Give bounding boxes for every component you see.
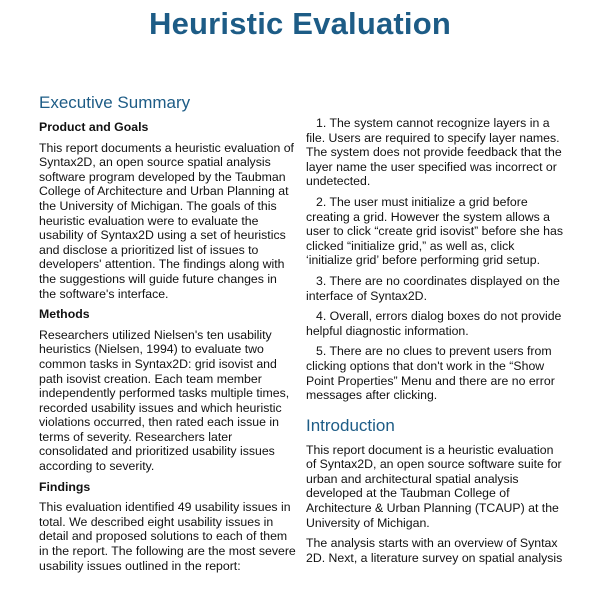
findings-text: This evaluation identified 49 usability issues in total. We described eight usability issues in detail and proposed solutions to each of them in the report. The following are the most severe usability issues outlined in the report: xyxy=(39,500,296,573)
left-column xyxy=(39,92,297,579)
issue-item-3: 3. There are no coordinates displayed on the interface of Syntax2D. xyxy=(306,273,560,303)
methods-heading: Methods xyxy=(39,307,90,322)
introduction-paragraph-2: The analysis starts with an overview of Syntax 2D. Next, a literature survey on spatial analysis xyxy=(306,536,563,565)
introduction-paragraph-1: This report document is a heuristic evaluation of Syntax2D, an open source software suite for urban and architectural spatial analysis developed at the Taubman College of Architecture & Urban Planning (TCAUP) at the University of Michigan. xyxy=(306,442,562,530)
introduction-heading: Introduction xyxy=(306,415,395,435)
product-goals-text: This report documents a heuristic evaluation of Syntax2D, an open source spatial analysis software program developed by the Taubman College of Architecture and Urban Planning at the University of Michigan. The goals of this heuristic evaluation were to evaluate the usability of Syntax2D using a set of heuristics and disclose a prioritized list of issues to developers' attention. The findings along with the suggestions will guide future changes in the software's interface. xyxy=(39,140,294,301)
document-title: Heuristic Evaluation xyxy=(148,6,452,41)
methods-text: Researchers utilized Nielsen's ten usability heuristics (Nielsen, 1994) to evaluate two common tasks in Syntax2D: grid isovist and path isovist creation. Each team member independently performed tasks multiple times, recorded usability issues and which heuristic violations occurred, then rated each issue in terms of severity. Researchers later consolidated and prioritized usability issues according to severity. xyxy=(39,327,290,474)
issue-item-5: 5. There are no clues to prevent users from clicking options that don't work in the “Show Point Properties” Menu and there are no error messages after clicking. xyxy=(306,344,555,403)
product-goals-heading: Product and Goals xyxy=(39,120,149,134)
issue-item-1: 1. The system cannot recognize layers in a file. Users are required to specify layer names. The system does not provide feedback that the layer name the user specified was incorrect or undetected. xyxy=(306,116,562,189)
issue-item-4: 4. Overall, errors dialog boxes do not provide helpful diagnostic information. xyxy=(306,309,562,338)
right-column xyxy=(306,116,564,571)
findings-heading: Findings xyxy=(39,479,91,494)
executive-summary-heading: Executive Summary xyxy=(39,93,191,112)
issue-item-2: 2. The user must initialize a grid before creating a grid. However the system allows a user to click “create grid isovist” before she has clicked “initialize grid,” as well as, click ‘initialize grid’ before performing grid setup. xyxy=(306,194,563,268)
